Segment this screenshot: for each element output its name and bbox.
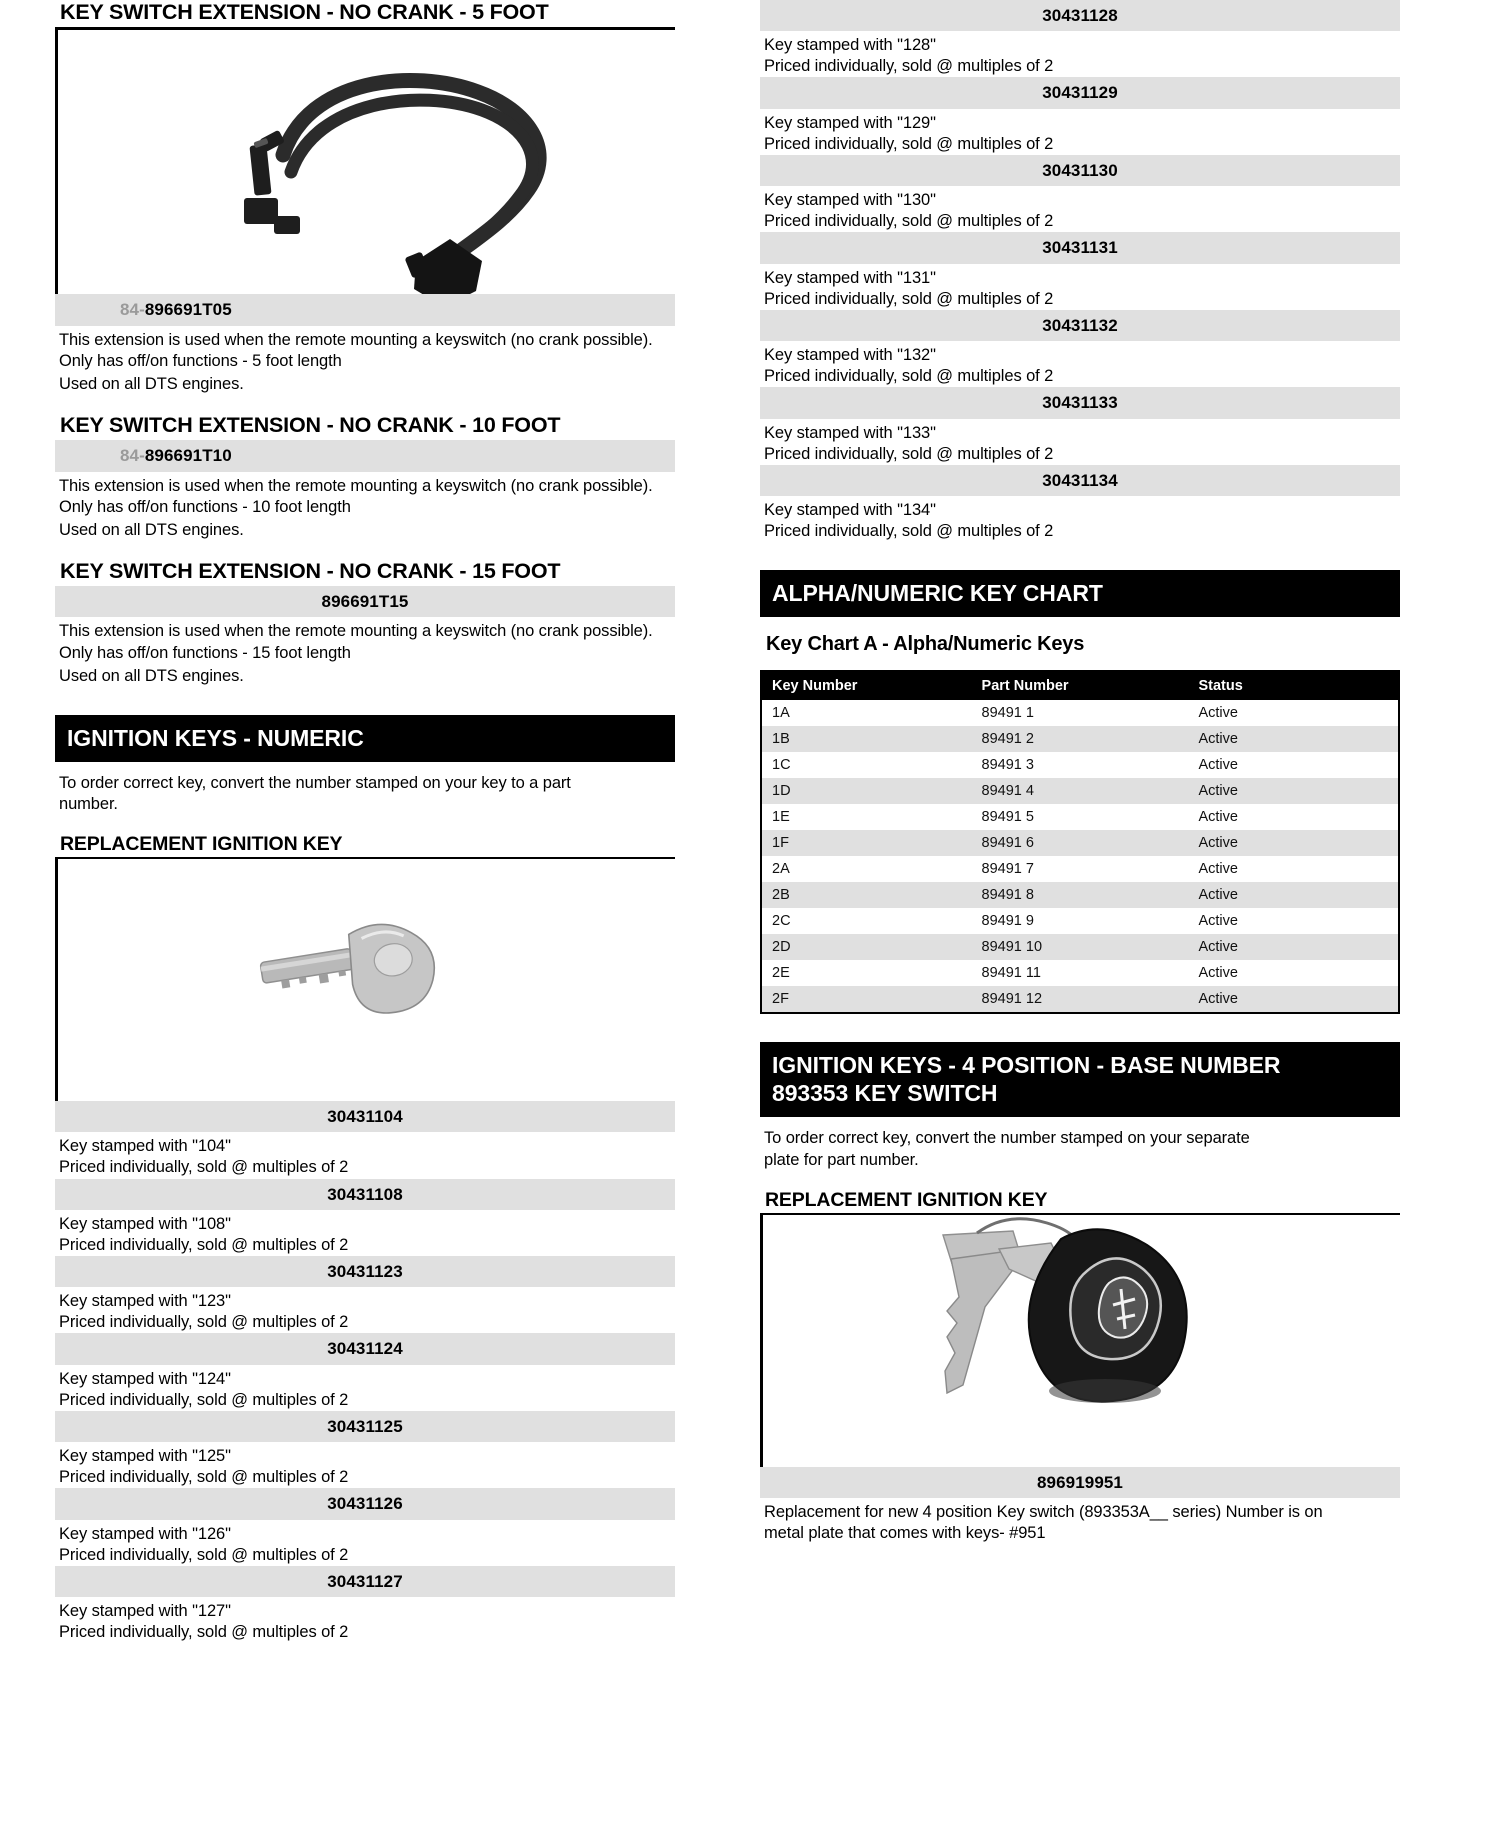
key-entry	[760, 465, 1400, 542]
key-stamped-line: Key stamped with "126"	[59, 1524, 231, 1543]
key-entry-text	[764, 35, 1400, 77]
key-stamped-line: Key stamped with "128"	[764, 36, 936, 55]
cell-part-number: 89491 7	[981, 861, 1034, 878]
spacer	[55, 395, 675, 413]
intro-line-1: To order correct key, convert the number stamped on your separate	[764, 1129, 1250, 1148]
key-part-number-band: 30431124	[55, 1333, 675, 1364]
section-band-ignition-keys-4-position	[760, 1042, 1400, 1117]
final-description-line-1: Replacement for new 4 position Key switch (893353A__ series) Number is on	[764, 1502, 1323, 1521]
cell-key-number: 1B	[761, 726, 972, 752]
table-row	[761, 986, 1399, 1013]
key-part-number-band: 30431108	[55, 1179, 675, 1210]
key-part-number-band: 30431128	[760, 0, 1400, 31]
description-line-1: This extension is used when the remote mounting a keyswitch (no crank possible).	[59, 330, 653, 349]
key-pricing-line: Priced individually, sold @ multiples of 2	[59, 1313, 349, 1332]
cell-key-number: 2D	[761, 934, 972, 960]
key-entry	[760, 155, 1400, 232]
key-stamped-line: Key stamped with "104"	[59, 1137, 231, 1156]
spacer	[55, 815, 675, 833]
table-row	[761, 934, 1399, 960]
key-part-number-band: 30431131	[760, 232, 1400, 263]
band-line-2: 893353 KEY SWITCH	[772, 1080, 998, 1107]
key-pricing-line: Priced individually, sold @ multiples of 2	[764, 134, 1054, 153]
table-row	[761, 752, 1399, 778]
cell-key-number: 1E	[772, 809, 790, 826]
cell-key-number: 1A	[772, 705, 790, 722]
cell-part-number: 89491 12	[972, 986, 1189, 1013]
table-row	[761, 726, 1399, 752]
single-ignition-key-photo	[58, 859, 658, 1101]
column-header-status: Status	[1188, 671, 1399, 700]
cell-status: Active	[1188, 726, 1399, 752]
product-usage-15-foot	[59, 666, 675, 687]
description-line-2: Only has off/on functions - 15 foot length	[59, 643, 351, 662]
key-pricing-line: Priced individually, sold @ multiples of 2	[59, 1235, 349, 1254]
key-fob-and-keys-photo	[763, 1215, 1383, 1467]
part-number-value: 896691T05	[144, 300, 232, 320]
key-pricing-line: Priced individually, sold @ multiples of 2	[59, 1390, 349, 1409]
key-pricing-line: Priced individually, sold @ multiples of 2	[764, 444, 1054, 463]
spacer	[760, 542, 1400, 570]
key-entry	[55, 1333, 675, 1410]
spacer	[760, 1171, 1400, 1189]
key-chart-subtitle: Key Chart A - Alpha/Numeric Keys	[766, 633, 1085, 656]
key-stamped-line: Key stamped with "129"	[764, 113, 936, 132]
key-entry-text	[59, 1291, 675, 1333]
key-entry-text	[59, 1446, 675, 1488]
key-part-number-band: 30431133	[760, 387, 1400, 418]
cell-status: Active	[1188, 986, 1399, 1013]
cable-photo-frame	[55, 30, 675, 294]
section-band-ignition-keys-numeric: IGNITION KEYS - NUMERIC	[55, 715, 675, 762]
cell-key-number: 1D	[761, 778, 972, 804]
product-block-5-foot	[55, 0, 675, 395]
cell-key-number: 2F	[761, 986, 972, 1013]
key-part-number-band: 30431132	[760, 310, 1400, 341]
cell-status: Active	[1198, 913, 1238, 930]
key-entry-text	[764, 268, 1400, 310]
product-usage-5-foot	[59, 374, 675, 395]
description-line-1: This extension is used when the remote mounting a keyswitch (no crank possible).	[59, 622, 653, 641]
key-entry	[55, 1179, 675, 1256]
product-block-15-foot	[55, 559, 675, 687]
table-row	[761, 908, 1399, 934]
key-entry-text	[764, 345, 1400, 387]
cell-status: Active	[1198, 705, 1238, 722]
cell-part-number: 89491 11	[981, 965, 1041, 982]
key-entry-text	[59, 1369, 675, 1411]
key-entry-text	[764, 190, 1400, 232]
key-entry	[55, 1411, 675, 1488]
cell-part-number: 89491 5	[981, 809, 1034, 826]
table-row	[761, 882, 1399, 908]
part-number-value: 896691T10	[144, 446, 232, 466]
product-title-15-foot: KEY SWITCH EXTENSION - NO CRANK - 15 FOOT	[60, 558, 561, 583]
cell-status: Active	[1188, 882, 1399, 908]
description-line-3: Used on all DTS engines.	[59, 374, 244, 393]
numeric-key-list-right	[760, 0, 1400, 542]
cell-status: Active	[1198, 757, 1238, 774]
cell-part-number: 89491 1	[981, 705, 1034, 722]
key-entry-text	[59, 1524, 675, 1566]
key-stamped-line: Key stamped with "123"	[59, 1292, 231, 1311]
cell-part-number: 89491 8	[972, 882, 1189, 908]
cell-key-number: 1C	[772, 757, 791, 774]
key-entry	[55, 1101, 675, 1178]
cell-key-number: 1F	[761, 830, 972, 856]
product-description-5-foot	[59, 330, 675, 372]
product-block-10-foot	[55, 413, 675, 541]
column-header-key-number: Key Number	[761, 671, 972, 700]
key-stamped-line: Key stamped with "134"	[764, 501, 936, 520]
key-pricing-line: Priced individually, sold @ multiples of 2	[764, 57, 1054, 76]
replacement-ignition-key-heading-4pos: REPLACEMENT IGNITION KEY	[765, 1188, 1048, 1211]
replacement-ignition-key-heading: REPLACEMENT IGNITION KEY	[60, 833, 343, 856]
part-number-band-5-foot	[55, 294, 675, 325]
spacer	[55, 541, 675, 559]
cell-status: Active	[1198, 965, 1238, 982]
product-usage-10-foot	[59, 520, 675, 541]
key-entry-text	[764, 423, 1400, 465]
cell-part-number: 89491 2	[972, 726, 1189, 752]
key-part-number-band: 30431134	[760, 465, 1400, 496]
key-part-number-band: 30431127	[55, 1566, 675, 1597]
cell-status: Active	[1198, 809, 1238, 826]
band-line-1: IGNITION KEYS - 4 POSITION - BASE NUMBER	[772, 1052, 1281, 1079]
key-entry-text	[59, 1214, 675, 1256]
key-stamped-line: Key stamped with "132"	[764, 346, 936, 365]
key-stamped-line: Key stamped with "108"	[59, 1214, 231, 1233]
column-header-part-number: Part Number	[972, 671, 1189, 700]
product-description-10-foot	[59, 476, 675, 518]
key-part-number-band: 30431126	[55, 1488, 675, 1519]
part-number-band-10-foot	[55, 440, 675, 471]
key-entry-text	[59, 1601, 675, 1643]
part-number-prefix: 84-	[120, 300, 145, 320]
key-pricing-line: Priced individually, sold @ multiples of 2	[59, 1158, 349, 1177]
key-entry	[760, 232, 1400, 309]
table-header-row	[761, 671, 1399, 700]
cell-part-number: 89491 4	[972, 778, 1189, 804]
key-stamped-line: Key stamped with "125"	[59, 1447, 231, 1466]
product-description-15-foot	[59, 621, 675, 663]
table-row	[761, 804, 1399, 830]
part-number-band-15-foot: 896691T15	[55, 586, 675, 617]
cell-key-number: 2A	[772, 861, 790, 878]
product-title-10-foot: KEY SWITCH EXTENSION - NO CRANK - 10 FOOT	[60, 412, 561, 437]
cell-status: Active	[1198, 861, 1238, 878]
description-line-2: Only has off/on functions - 10 foot length	[59, 497, 351, 516]
final-description-line-2: metal plate that comes with keys- #951	[764, 1524, 1046, 1542]
key-part-number-band: 30431130	[760, 155, 1400, 186]
key-entry	[55, 1566, 675, 1643]
description-line-3: Used on all DTS engines.	[59, 520, 244, 539]
key-stamped-line: Key stamped with "127"	[59, 1602, 231, 1621]
key-entry-text	[764, 113, 1400, 155]
part-number-prefix: 84-	[120, 446, 145, 466]
four-position-intro	[764, 1128, 1400, 1170]
final-part-number-band: 896919951	[760, 1467, 1400, 1498]
key-pricing-line: Priced individually, sold @ multiples of 2	[764, 367, 1054, 386]
cell-key-number: 2C	[772, 913, 791, 930]
key-fob-photo-frame	[760, 1215, 1400, 1467]
final-description	[764, 1502, 1400, 1544]
table-row	[761, 778, 1399, 804]
key-pricing-line: Priced individually, sold @ multiples of 2	[59, 1623, 349, 1642]
description-line-2: Only has off/on functions - 5 foot length	[59, 351, 342, 370]
left-column	[55, 0, 675, 1643]
description-line-1: This extension is used when the remote mounting a keyswitch (no crank possible).	[59, 476, 653, 495]
cell-part-number: 89491 9	[981, 913, 1034, 930]
key-pricing-line: Priced individually, sold @ multiples of 2	[764, 212, 1054, 231]
cell-status: Active	[1188, 778, 1399, 804]
key-pricing-line: Priced individually, sold @ multiples of 2	[764, 289, 1054, 308]
cell-status: Active	[1188, 830, 1399, 856]
intro-line-2: plate for part number.	[764, 1150, 919, 1169]
description-line-3: Used on all DTS engines.	[59, 666, 244, 685]
section-band-alpha-numeric-key-chart: ALPHA/NUMERIC KEY CHART	[760, 570, 1400, 617]
key-entry-text	[764, 500, 1400, 542]
ignition-key-photo-frame	[55, 859, 675, 1101]
table-row	[761, 856, 1399, 882]
table-row	[761, 830, 1399, 856]
key-stamped-line: Key stamped with "124"	[59, 1369, 231, 1388]
spacer	[760, 1014, 1400, 1042]
key-entry	[55, 1488, 675, 1565]
cell-status: Active	[1188, 934, 1399, 960]
key-entry	[760, 310, 1400, 387]
key-stamped-line: Key stamped with "130"	[764, 191, 936, 210]
table-row	[761, 700, 1399, 726]
key-stamped-line: Key stamped with "131"	[764, 268, 936, 287]
key-stamped-line: Key stamped with "133"	[764, 423, 936, 442]
right-column	[760, 0, 1400, 1544]
key-entry-text	[59, 1136, 675, 1178]
key-entry	[760, 387, 1400, 464]
cell-part-number: 89491 10	[972, 934, 1189, 960]
intro-line-1: To order correct key, convert the number stamped on your key to a part	[59, 773, 571, 792]
cell-part-number: 89491 3	[981, 757, 1034, 774]
table-row	[761, 960, 1399, 986]
spacer	[55, 687, 675, 715]
cell-part-number: 89491 6	[972, 830, 1189, 856]
ignition-keys-intro	[59, 773, 675, 815]
key-part-number-band: 30431123	[55, 1256, 675, 1287]
key-pricing-line: Priced individually, sold @ multiples of 2	[59, 1468, 349, 1487]
key-entry	[55, 1256, 675, 1333]
cell-key-number: 2B	[761, 882, 972, 908]
key-pricing-line: Priced individually, sold @ multiples of 2	[59, 1545, 349, 1564]
product-title-5-foot: KEY SWITCH EXTENSION - NO CRANK - 5 FOOT	[60, 0, 549, 24]
key-part-number-band: 30431129	[760, 77, 1400, 108]
key-part-number-band: 30431125	[55, 1411, 675, 1442]
key-switch-extension-cable-photo	[58, 30, 658, 294]
intro-line-2: number.	[59, 794, 118, 813]
alpha-numeric-key-table	[760, 670, 1400, 1014]
key-entry	[760, 0, 1400, 77]
cell-key-number: 2E	[772, 965, 790, 982]
key-pricing-line: Priced individually, sold @ multiples of 2	[764, 522, 1054, 541]
key-entry	[760, 77, 1400, 154]
numeric-key-list-left	[55, 1101, 675, 1643]
key-part-number-band: 30431104	[55, 1101, 675, 1132]
